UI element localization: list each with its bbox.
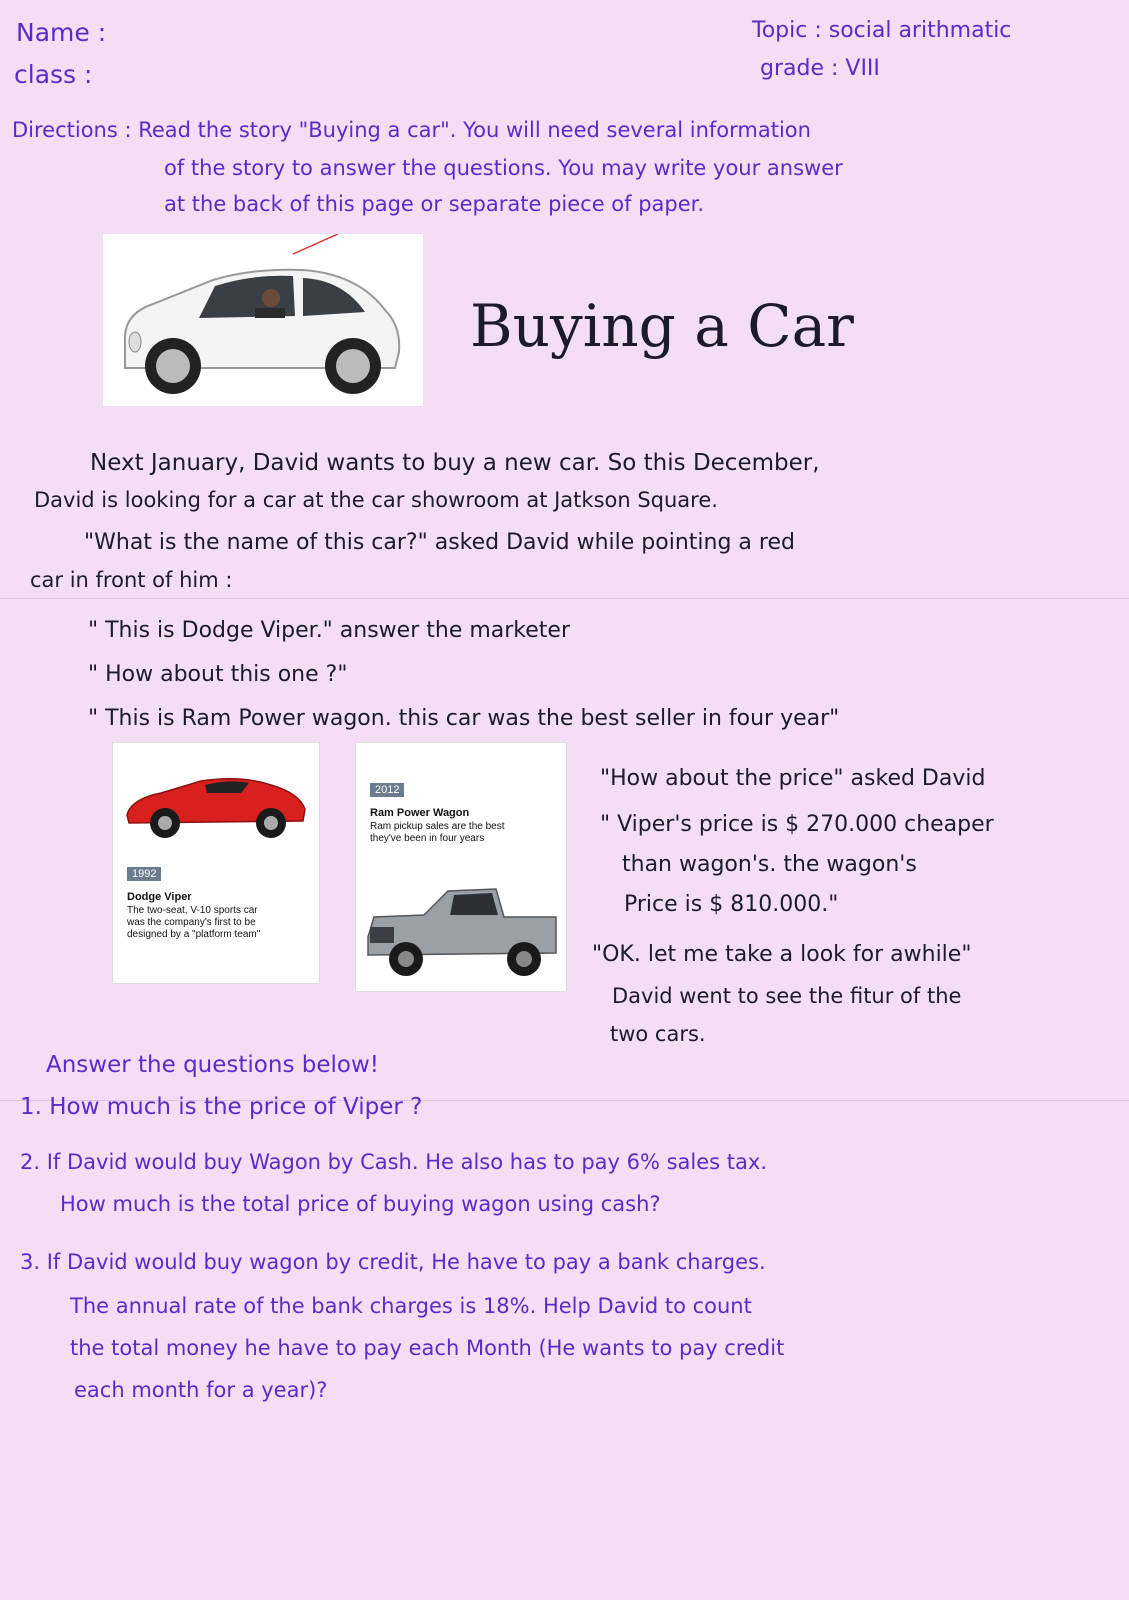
story-right-3: than wagon's. the wagon's: [622, 852, 917, 877]
topic-label: Topic : social arithmatic: [752, 18, 1012, 43]
story-line-2: David is looking for a car at the car showroom at Jatkson Square.: [34, 488, 718, 512]
class-label: class :: [14, 60, 93, 89]
story-line-1: Next January, David wants to buy a new car. So this December,: [90, 450, 820, 476]
directions-line-1: Directions : Read the story "Buying a car". You will need several information: [12, 118, 811, 142]
viper-clip-desc: The two-seat, V-10 sports car was the company's first to be designed by a "platform team": [127, 905, 277, 941]
question-3: 3. If David would buy wagon by credit, He have to pay a bank charges.: [20, 1250, 766, 1274]
story-right-7: two cars.: [610, 1022, 706, 1046]
viper-year-tag: 1992: [127, 867, 161, 881]
story-line-7: " This is Ram Power wagon. this car was the best seller in four year": [88, 706, 840, 731]
story-right-5: "OK. let me take a look for awhile": [592, 942, 972, 967]
question-3-cont-1: The annual rate of the bank charges is 18%. Help David to count: [70, 1294, 752, 1318]
viper-clip-title: Dodge Viper: [127, 891, 192, 903]
question-3-cont-3: each month for a year)?: [74, 1378, 328, 1402]
story-right-4: Price is $ 810.000.": [624, 892, 839, 917]
story-right-1: "How about the price" asked David: [600, 766, 986, 791]
viper-clipping: [112, 742, 320, 984]
question-2: 2. If David would buy Wagon by Cash. He also has to pay 6% sales tax.: [20, 1150, 767, 1174]
story-right-2: " Viper's price is $ 270.000 cheaper: [600, 812, 994, 837]
story-line-4: car in front of him :: [30, 568, 233, 592]
question-1: 1. How much is the price of Viper ?: [20, 1094, 423, 1120]
red-car-image: [121, 763, 311, 843]
ram-year-tag: 2012: [370, 783, 404, 797]
paper-fold: [0, 598, 1129, 599]
story-line-5: " This is Dodge Viper." answer the marketer: [88, 618, 571, 643]
question-2-cont: How much is the total price of buying wagon using cash?: [60, 1192, 661, 1216]
grade-label: grade : VIII: [760, 56, 880, 81]
story-line-6: " How about this one ?": [88, 662, 348, 687]
question-3-cont-2: the total money he have to pay each Month (He wants to pay credit: [70, 1336, 785, 1360]
directions-line-3: at the back of this page or separate piece of paper.: [164, 192, 705, 216]
ram-clipping: [355, 742, 567, 992]
directions-line-2: of the story to answer the questions. You may write your answer: [164, 156, 843, 180]
name-label: Name :: [16, 18, 107, 47]
gray-truck-image: [364, 881, 560, 981]
white-car-photo: [103, 234, 423, 406]
questions-heading: Answer the questions below!: [46, 1052, 379, 1078]
story-right-6: David went to see the fitur of the: [612, 984, 962, 1008]
ram-clip-title: Ram Power Wagon: [370, 807, 470, 819]
story-title: Buying a Car: [470, 292, 854, 360]
ram-clip-desc: Ram pickup sales are the best they've been in four years: [370, 821, 520, 845]
story-line-3: "What is the name of this car?" asked David while pointing a red: [84, 530, 795, 555]
